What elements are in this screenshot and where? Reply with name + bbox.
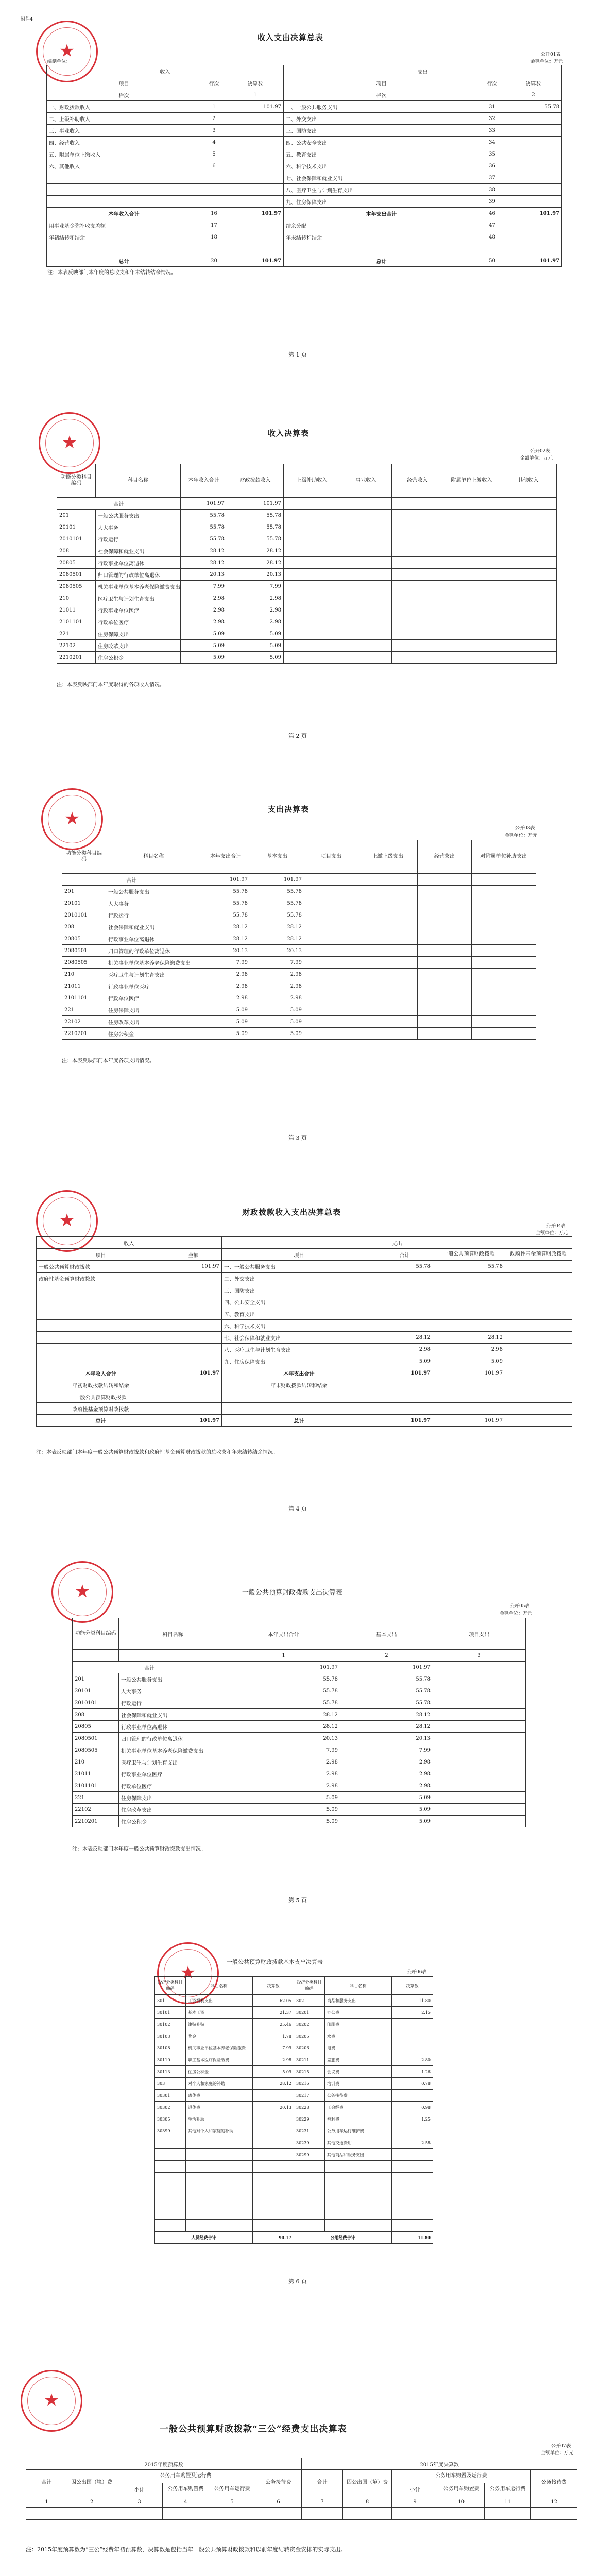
table-row: 2080501 归口管理的行政单位离退休 20.13 20.13 [62,945,536,957]
page-number: 第 2 页 [288,733,307,739]
table-row: 21011 行政事业单位医疗 2.98 2.98 [62,980,536,992]
page-3 [0,773,602,1164]
page-number: 第 6 页 [288,2278,307,2285]
total-row: 合计 101.97 101.97 [73,1662,526,1673]
table-row: 21011 行政事业单位医疗 2.98 2.98 [57,604,557,616]
table-row: 年初财政拨款结转和结余 年末财政拨款结转和结余 [37,1379,572,1391]
form-number: 公开04表 [546,1224,566,1229]
col-amount: 决算数 [505,77,562,89]
table-row: 2080501 归口管理的行政单位离退休 20.13 20.13 [57,569,557,581]
table-row: 208 社会保障和就业支出 28.12 28.12 [62,921,536,933]
table-row: 九、住房保障支出 5.09 5.09 [37,1355,572,1367]
table-row: 政府性基金预算财政拨款 二、外交支出 [37,1273,572,1284]
table-row: 21011 行政事业单位医疗 2.98 2.98 [73,1768,526,1780]
currency-unit: 金额单位：万元 [500,1611,532,1616]
table-row [26,2508,577,2520]
table-row: 301 工资福利支出 62.05 302 商品和服务支出 11.80 [155,1995,433,2007]
page-title: 收入决算表 [268,429,309,438]
table-row: 30103 奖金 1.78 30205 水费 [155,2030,433,2042]
table-row: 七、社会保障和就业支出 37 [47,172,562,184]
table-row: 2080505 机关事业单位基本养老保险缴费支出 7.99 7.99 [73,1744,526,1756]
table-row: 30301 离休费 30217 公务接待费 [155,2090,433,2102]
table-row: 2080505 机关事业单位基本养老保险缴费支出 7.99 7.99 [57,581,557,592]
table-row: 221 住房保障支出 5.09 5.09 [62,1004,536,1016]
col-amount: 决算数 [227,77,284,89]
official-seal [51,1561,113,1623]
currency-unit: 金额单位：万元 [520,456,553,461]
table-row: 四、公共安全支出 [37,1296,572,1308]
table-row: 20805 行政事业单位离退休 28.12 28.12 [62,933,536,945]
income-header: 收入 [47,65,284,77]
currency-unit: 金额单位：万元 [530,59,563,64]
income-table: 功能分类科目编码 科目名称 本年收入合计 财政拨款收入 上级补助收入 事业收入 经营收入 附属单位上缴收入 其他收入 合计 101.97 101.97 201 一般公共服务支出 55.78 55.78 20101 人大事务 55.78 55.78 2010101 行政运行 55.78 55.78 208 社会保障和就业支出 28.12 28.12 20805 行政事业单位离退休 28.12 28.12 2080501 归口管理的行政单位离退休 20.13 20.13 2080505 机关事业单位基本养老保险缴费支出 7.99 7.99 210 医疗卫生与计划生育支出 2.98 2.98 21011 行政事业单位医疗 2.98 2.98 2101101 行政单位医疗 2.98 2.98 221 住房保障支出 5.09 5.09 22102 住房改革支出 5.09 5.09 2210201 住房公积金 5.09 5.09 [57,464,557,664]
table-row: 2010101 行政运行 55.78 55.78 [57,533,557,545]
table-row: 30239 其他交通费用 2.58 [155,2137,433,2149]
table-note: 注：本表反映部门本年度一般公共预算财政拨款和政府性基金预算财政拨款的总收支和年末结转结余情况。 [36,1450,278,1455]
currency-unit: 金额单位：万元 [505,833,538,838]
table-row: 208 社会保障和就业支出 28.12 28.12 [57,545,557,557]
total-row: 人员经费合计 90.17 公用经费合计 11.80 [155,2232,433,2244]
table-row: 八、医疗卫生与计划生育支出 2.98 2.98 [37,1344,572,1355]
table-row: 政府性基金预算财政拨款 [37,1403,572,1415]
page-6 [0,1937,602,2308]
total-row: 合计 101.97 101.97 [62,874,536,886]
table-row: 七、社会保障和就业支出 28.12 28.12 [37,1332,572,1344]
page-title: 收入支出决算总表 [257,33,324,42]
table-row: 210 医疗卫生与计划生育支出 2.98 2.98 [73,1756,526,1768]
col-item: 项目 [47,77,201,89]
currency-unit: 金额单位：万元 [541,2451,574,2456]
fiscal-summary-table: 收入 支出 项目 金额 项目 合计 一般公共预算财政拨款 政府性基金预算财政拨款 一般公共预算财政拨款 101.97 一、一般公共服务支出 55.78 55.78 政府性基金预算财政拨款 二、外交支出 三、国防支出 四、公共安全支出 五、教育支出 六、科学技术支出 七、社会保障和就业支出 28.12 28.12 八、医疗卫生与计划生育支出 2.98 2.98 九、住房保障支出 5.09 5.09 本年收入合计 101.97 本年支出合计 101.97 101.97 年初财政拨款结转和结余 年末财政拨款结转和结余 一般公共预算财政拨款 政府性基金预算财政拨款 总计 101.97 总计 101.97 101.97 [36,1236,572,1427]
table-note: 注：本表反映部门本年度取得的各项收入情况。 [57,682,165,688]
table-row: 五、教育支出 [37,1308,572,1320]
general-budget-table: 功能分类科目编码 科目名称 本年支出合计 基本支出 项目支出 1 2 3 合计 101.97 101.97 201 一般公共服务支出 55.78 55.78 20101 人大事务 55.78 55.78 2010101 行政运行 55.78 55.78 208 社会保障和就业支出 28.12 28.12 20805 行政事业单位离退休 28.12 28.12 2080501 归口管理的行政单位离退休 20.13 20.13 2080505 机关事业单位基本养老保险缴费支出 7.99 7.99 210 医疗卫生与计划生育支出 2.98 2.98 21011 行政事业单位医疗 2.98 2.98 2101101 行政单位医疗 2.98 2.98 221 住房保障支出 5.09 5.09 22102 住房改革支出 5.09 5.09 2210201 住房公积金 5.09 5.09 [72,1618,526,1827]
table-note: 注：2015年度预算数为“三公”经费年初预算数，决算数是包括当年一般公共预算财政拨款和以前年度结转资金安排的实际支出。 [26,2546,347,2553]
grand-total-row: 总计 101.97 总计 101.97 101.97 [37,1415,572,1427]
page-number: 第 5 页 [288,1897,307,1904]
unit-label: 编制单位： [47,59,71,64]
table-note: 注：本表反映部门本年度各项支出情况。 [62,1058,154,1064]
table-row: 2101101 行政单位医疗 2.98 2.98 [62,992,536,1004]
three-public-table: 2015年度预算数 2015年度决算数 合计 因公出国（境）费 公务用车购置及运行费 公务接待费 合计 因公出国（境）费 公务用车购置及运行费 公务接待费 小计 公务用车购置费 公务用车运行费 小计 公务用车购置费 公务用车运行费 1 2 3 4 5 6 7 8 9 10 11 12 [26,2458,577,2520]
col-item: 项目 [284,77,479,89]
table-row: 20101 人大事务 55.78 55.78 [73,1685,526,1697]
table-row: 201 一般公共服务支出 55.78 55.78 [62,886,536,897]
table-row: 2210201 住房公积金 5.09 5.09 [57,652,557,664]
table-row: 20101 人大事务 55.78 55.78 [57,521,557,533]
table-row: 六、其他收入 6 六、科学技术支出 36 [47,160,562,172]
table-row: 八、医疗卫生与计划生育支出 38 [47,184,562,196]
table-row: 30113 住房公积金 5.09 30215 会议费 1.26 [155,2066,433,2078]
table-note: 注：本表反映部门本年度的总收支和年末结转结余情况。 [47,270,176,276]
page-number: 第 1 页 [288,351,307,358]
table-row: 30299 其他商品和服务支出 [155,2149,433,2161]
expense-header: 支出 [284,65,562,77]
official-seal [21,2370,82,2432]
table-row: 201 一般公共服务支出 55.78 55.78 [57,510,557,521]
table-row: 一般公共预算财政拨款 101.97 一、一般公共服务支出 55.78 55.78 [37,1261,572,1273]
table-row: 22102 住房改革支出 5.09 5.09 [62,1016,536,1028]
table-row: 三、事业收入 3 三、国防支出 33 [47,125,562,137]
table-row: 2210201 住房公积金 5.09 5.09 [62,1028,536,1040]
table-row: 201 一般公共服务支出 55.78 55.78 [73,1673,526,1685]
currency-unit: 金额单位：万元 [536,1231,569,1236]
table-row: 208 社会保障和就业支出 28.12 28.12 [73,1709,526,1721]
table-row: 30302 退休费 20.13 30228 工会经费 0.98 [155,2102,433,2113]
table-row: 303 对个人和家庭的补助 28.12 30216 培训费 0.78 [155,2078,433,2090]
table-row: 30108 机关事业单位基本养老保险缴费 7.99 30206 电费 [155,2042,433,2054]
page-title: 财政拨款收入支出决算总表 [242,1208,341,1217]
col-name: 栏次 [47,89,201,101]
page-1 [0,0,602,381]
page-number: 第 3 页 [288,1134,307,1141]
total-row: 本年收入合计 101.97 本年支出合计 101.97 101.97 [37,1367,572,1379]
table-row: 210 医疗卫生与计划生育支出 2.98 2.98 [57,592,557,604]
form-number: 公开02表 [530,449,551,454]
table-row: 一般公共预算财政拨款 [37,1391,572,1403]
table-row: 30110 职工基本医疗保险缴费 2.98 30211 差旅费 2.80 [155,2054,433,2066]
form-number: 公开03表 [515,826,535,831]
form-number: 公开06表 [407,1970,427,1975]
col-line: 行次 [479,77,505,89]
table-row: 一、财政拨款收入 1 101.97 一、一般公共服务支出 31 55.78 [47,101,562,113]
table-row: 30399 其他对个人和家庭的补助 30231 公务用车运行维护费 [155,2125,433,2137]
table-row: 2101101 行政单位医疗 2.98 2.98 [57,616,557,628]
table-row: 四、经营收入 4 四、公共安全支出 34 [47,137,562,148]
table-row: 20805 行政事业单位离退休 28.12 28.12 [57,557,557,569]
table-row: 二、上级补助收入 2 二、外交支出 32 [47,113,562,125]
grand-total-row: 总计 20 101.97 总计 50 101.97 [47,255,562,267]
page-title: 一般公共预算财政拨款支出决算表 [242,1589,343,1597]
expense-table: 功能分类科目编码 科目名称 本年支出合计 基本支出 项目支出 上缴上级支出 经营支出 对附属单位补助支出 合计 101.97 101.97 201 一般公共服务支出 55.78 55.78 20101 人大事务 55.78 55.78 2010101 行政运行 55.78 55.78 208 社会保障和就业支出 28.12 28.12 20805 行政事业单位离退休 28.12 28.12 2080501 归口管理的行政单位离退休 20.13 20.13 2080505 机关事业单位基本养老保险缴费支出 7.99 7.99 210 医疗卫生与计划生育支出 2.98 2.98 21011 行政事业单位医疗 2.98 2.98 2101101 行政单位医疗 2.98 2.98 221 住房保障支出 5.09 5.09 22102 住房改革支出 5.09 5.09 2210201 住房公积金 5.09 5.09 [62,840,536,1040]
col-name: 栏次 [284,89,479,101]
table-row: 210 医疗卫生与计划生育支出 2.98 2.98 [62,969,536,980]
table-row: 2010101 行政运行 55.78 55.78 [62,909,536,921]
page-2 [0,392,602,762]
table-note: 注：本表反映部门本年度一般公共预算财政拨款支出情况。 [72,1846,206,1852]
table-row: 221 住房保障支出 5.09 5.09 [73,1792,526,1804]
col-line: 行次 [201,77,227,89]
summary-table: 收入 支出 项目 行次 决算数 项目 行次 决算数 栏次 1 栏次 2 一、财政拨款收入 1 101.97 一、一般公共服务支出 31 55.78 二、上级补助收入 2 二、外交支出 32 三、事业收入 3 三、国防支出 33 四、经营收入 4 四、公共安全支出 34 五、附属单位上缴收入 5 五、教育支出 35 六、其他收入 6 六、科学技术支出 36 七、社会保障和就业支出 37 八、医疗卫生与计划生育支出 38 九、住房保障支出 39 本年收入合计 16 101.97 本年支出合计 46 101.97 用事业基金弥补收支差额 17 结余分配 47 年初结转和结余 18 年末结转和结余 48 总计 20 101.97 总计 50 101.97 [46,65,562,267]
table-row: 2101101 行政单位医疗 2.98 2.98 [73,1780,526,1792]
table-row: 九、住房保障支出 39 [47,196,562,208]
form-number: 公开07表 [551,2444,571,2449]
table-row: 20101 人大事务 55.78 55.78 [62,897,536,909]
table-row: 30305 生活补助 30229 福利费 1.25 [155,2113,433,2125]
total-row: 本年收入合计 16 101.97 本年支出合计 46 101.97 [47,208,562,219]
basic-expense-table: 经济分类科目编码 科目名称 决算数 经济分类科目编码 科目名称 决算数 301 工资福利支出 62.05 302 商品和服务支出 11.80 30101 基本工资 21.37 30201 办公费 2.15 30102 津贴补贴 25.46 30202 印刷费 30103 奖金 1.78 30205 水费 30108 机关事业单位基本养老保险缴费 7.99 30206 电费 30110 职工基本医疗保险缴费 2.98 30211 差旅费 2.80 30113 住房公积金 5.09 30215 会议费 1.26 303 对个人和家庭的补助 28.12 30216 培训费 0.78 30301 离休费 30217 公务接待费 30302 退休费 20.13 30228 工会经费 0.98 30305 生活补助 30229 福利费 1.25 30399 其他对个人和家庭的补助 30231 公务用车运行维护费 30239 其他交通费用 2.58 30299 其他商品和服务支出 人员经费合计 90.17 公用经费合计 11.80 [154,1976,433,2244]
table-row: 年初结转和结余 18 年末结转和结余 48 [47,231,562,243]
form-number: 公开01表 [541,52,561,57]
attachment-label: 附件4 [21,17,33,22]
table-row: 30102 津贴补贴 25.46 30202 印刷费 [155,2019,433,2030]
page-5 [0,1546,602,1927]
page-4 [0,1175,602,1535]
table-row: 2080501 归口管理的行政单位离退休 20.13 20.13 [73,1733,526,1744]
table-row: 用事业基金弥补收支差额 17 结余分配 47 [47,219,562,231]
form-number: 公开05表 [510,1604,530,1609]
table-row: 五、附属单位上缴收入 5 五、教育支出 35 [47,148,562,160]
page-title: 一般公共预算财政拨款“三公”经费支出决算表 [160,2424,347,2434]
table-row: 20805 行政事业单位离退休 28.12 28.12 [73,1721,526,1733]
table-row: 2080505 机关事业单位基本养老保险缴费支出 7.99 7.99 [62,957,536,969]
table-row: 六、科学技术支出 [37,1320,572,1332]
page-title: 一般公共预算财政拨款基本支出决算表 [227,1959,323,1965]
total-row: 合计 101.97 101.97 [57,498,557,510]
page-number: 第 4 页 [288,1505,307,1512]
table-row: 221 住房保障支出 5.09 5.09 [57,628,557,640]
table-row: 30101 基本工资 21.37 30201 办公费 2.15 [155,2007,433,2019]
table-row: 2210201 住房公积金 5.09 5.09 [73,1816,526,1827]
page-7 [0,2318,602,2576]
table-row: 22102 住房改革支出 5.09 5.09 [73,1804,526,1816]
table-row: 1 2 3 4 5 6 7 8 9 10 11 12 [26,2496,577,2508]
table-row: 2010101 行政运行 55.78 55.78 [73,1697,526,1709]
page-title: 支出决算表 [268,805,309,814]
table-row: 22102 住房改革支出 5.09 5.09 [57,640,557,652]
table-row: 三、国防支出 [37,1284,572,1296]
